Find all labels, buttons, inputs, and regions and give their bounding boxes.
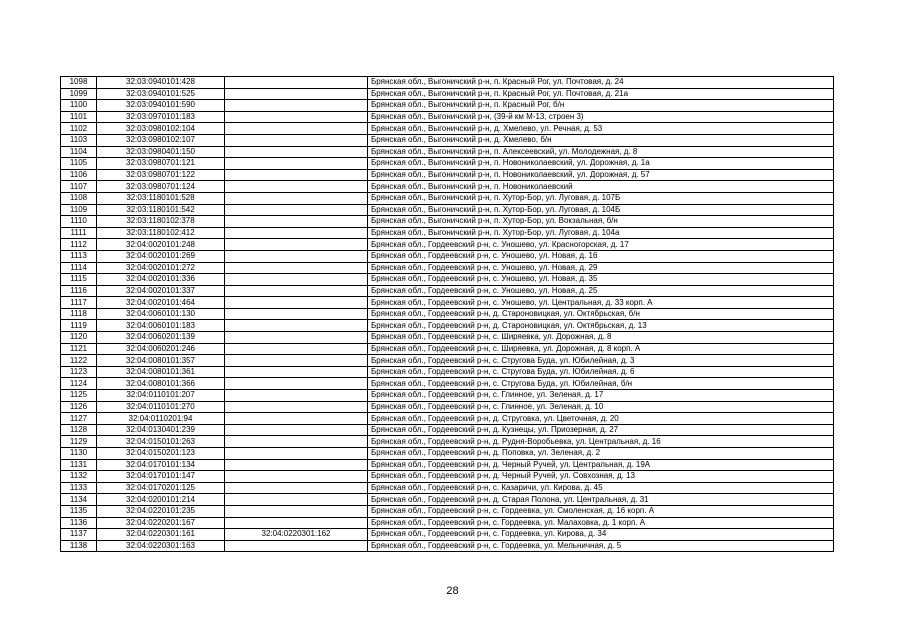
cadastral-number-cell: 32:03:0980701:121 bbox=[97, 158, 225, 170]
row-number-cell: 1106 bbox=[61, 169, 97, 181]
row-number-cell: 1099 bbox=[61, 88, 97, 100]
related-cadastral-number-cell bbox=[225, 366, 368, 378]
address-cell: Брянская обл., Гордеевский р-н, с. Уношево, ул. Новая, д. 29 bbox=[368, 262, 834, 274]
cadastral-number-cell: 32:04:0220201:167 bbox=[97, 517, 225, 529]
table-row bbox=[61, 320, 834, 332]
related-cadastral-number-cell bbox=[225, 216, 368, 228]
cadastral-number-cell: 32:04:0170201:125 bbox=[97, 482, 225, 494]
cadastral-number-cell: 32:04:0170101:147 bbox=[97, 471, 225, 483]
related-cadastral-number-cell bbox=[225, 262, 368, 274]
table-row bbox=[61, 262, 834, 274]
cadastral-number-cell: 32:04:0110101:270 bbox=[97, 401, 225, 413]
cadastral-number-cell: 32:03:0980701:122 bbox=[97, 169, 225, 181]
address-cell: Брянская обл., Гордеевский р-н, с. Ширяевка, ул. Дорожная, д. 8 корп. А bbox=[368, 343, 834, 355]
table-row bbox=[61, 517, 834, 529]
row-number-cell: 1104 bbox=[61, 146, 97, 158]
related-cadastral-number-cell bbox=[225, 158, 368, 170]
cadastral-number-cell: 32:04:0020101:464 bbox=[97, 297, 225, 309]
row-number-cell: 1108 bbox=[61, 192, 97, 204]
related-cadastral-number-cell bbox=[225, 436, 368, 448]
address-cell: Брянская обл., Выгоничский р-н, п. Новониколаевский, ул. Дорожная, д. 57 bbox=[368, 169, 834, 181]
address-cell: Брянская обл., Гордеевский р-н, с. Гордеевка, ул. Мельничная, д. 5 bbox=[368, 540, 834, 552]
related-cadastral-number-cell bbox=[225, 517, 368, 529]
related-cadastral-number-cell bbox=[225, 123, 368, 135]
row-number-cell: 1120 bbox=[61, 332, 97, 344]
related-cadastral-number-cell bbox=[225, 134, 368, 146]
related-cadastral-number-cell bbox=[225, 227, 368, 239]
related-cadastral-number-cell bbox=[225, 77, 368, 89]
row-number-cell: 1124 bbox=[61, 378, 97, 390]
cadastral-number-cell: 32:03:0970101:183 bbox=[97, 111, 225, 123]
address-cell: Брянская обл., Выгоничский р-н, п. Новониколаевский, ул. Дорожная, д. 1а bbox=[368, 158, 834, 170]
table-row bbox=[61, 204, 834, 216]
address-cell: Брянская обл., Гордеевский р-н, д. Старая Полона, ул. Центральная, д. 31 bbox=[368, 494, 834, 506]
related-cadastral-number-cell bbox=[225, 88, 368, 100]
row-number-cell: 1122 bbox=[61, 355, 97, 367]
address-cell: Брянская обл., Гордеевский р-н, с. Гордеевка, ул. Малаховка, д. 1 корп. А bbox=[368, 517, 834, 529]
address-cell: Брянская обл., Выгоничский р-н, п. Хутор-Бор, ул. Луговая, д. 104а bbox=[368, 227, 834, 239]
row-number-cell: 1113 bbox=[61, 250, 97, 262]
related-cadastral-number-cell bbox=[225, 169, 368, 181]
table-row bbox=[61, 459, 834, 471]
cadastral-number-cell: 32:03:1180101:542 bbox=[97, 204, 225, 216]
table-row bbox=[61, 332, 834, 344]
table-row bbox=[61, 529, 834, 541]
table-row bbox=[61, 540, 834, 552]
related-cadastral-number-cell bbox=[225, 390, 368, 402]
cadastral-number-cell: 32:04:0130401:239 bbox=[97, 424, 225, 436]
row-number-cell: 1115 bbox=[61, 274, 97, 286]
cadastral-number-cell: 32:03:0940101:525 bbox=[97, 88, 225, 100]
property-registry-table bbox=[60, 76, 834, 552]
address-cell: Брянская обл., Гордеевский р-н, д. Черный Ручей, ул. Совхозная, д. 13 bbox=[368, 471, 834, 483]
cadastral-number-cell: 32:03:0980401:150 bbox=[97, 146, 225, 158]
cadastral-number-cell: 32:04:0200101:214 bbox=[97, 494, 225, 506]
address-cell: Брянская обл., Гордеевский р-н, д. Струговка, ул. Цветочная, д. 20 bbox=[368, 413, 834, 425]
table-row bbox=[61, 494, 834, 506]
row-number-cell: 1121 bbox=[61, 343, 97, 355]
table-row bbox=[61, 308, 834, 320]
cadastral-number-cell: 32:04:0150101:263 bbox=[97, 436, 225, 448]
address-cell: Брянская обл., Выгоничский р-н, п. Хутор-Бор, ул. Вокзальная, б/н bbox=[368, 216, 834, 228]
related-cadastral-number-cell bbox=[225, 413, 368, 425]
cadastral-number-cell: 32:04:0060101:130 bbox=[97, 308, 225, 320]
table-row bbox=[61, 424, 834, 436]
cadastral-number-cell: 32:04:0020101:337 bbox=[97, 285, 225, 297]
address-cell: Брянская обл., Выгоничский р-н, п. Хутор-Бор, ул. Луговая, д. 107Б bbox=[368, 192, 834, 204]
row-number-cell: 1110 bbox=[61, 216, 97, 228]
cadastral-number-cell: 32:03:0940101:428 bbox=[97, 77, 225, 89]
table-row bbox=[61, 297, 834, 309]
address-cell: Брянская обл., Гордеевский р-н, с. Глинное, ул. Зеленая, д. 10 bbox=[368, 401, 834, 413]
row-number-cell: 1138 bbox=[61, 540, 97, 552]
table-row bbox=[61, 413, 834, 425]
row-number-cell: 1116 bbox=[61, 285, 97, 297]
table-row bbox=[61, 227, 834, 239]
address-cell: Брянская обл., Гордеевский р-н, с. Стругова Буда, ул. Юбилейная, б/н bbox=[368, 378, 834, 390]
related-cadastral-number-cell bbox=[225, 100, 368, 112]
cadastral-number-cell: 32:04:0110101:207 bbox=[97, 390, 225, 402]
table-row bbox=[61, 378, 834, 390]
address-cell: Брянская обл., Выгоничский р-н, д. Хмелево, б/н bbox=[368, 134, 834, 146]
address-cell: Брянская обл., Выгоничский р-н, п. Красный Рог, б/н bbox=[368, 100, 834, 112]
row-number-cell: 1128 bbox=[61, 424, 97, 436]
row-number-cell: 1119 bbox=[61, 320, 97, 332]
row-number-cell: 1137 bbox=[61, 529, 97, 541]
row-number-cell: 1105 bbox=[61, 158, 97, 170]
address-cell: Брянская обл., Гордеевский р-н, д. Кузнецы, ул. Приозерная, д. 27 bbox=[368, 424, 834, 436]
row-number-cell: 1135 bbox=[61, 505, 97, 517]
cadastral-number-cell: 32:04:0170101:134 bbox=[97, 459, 225, 471]
related-cadastral-number-cell bbox=[225, 343, 368, 355]
address-cell: Брянская обл., Гордеевский р-н, с. Уношево, ул. Новая, д. 35 bbox=[368, 274, 834, 286]
cadastral-number-cell: 32:03:1180101:528 bbox=[97, 192, 225, 204]
table-row bbox=[61, 88, 834, 100]
table-row bbox=[61, 123, 834, 135]
related-cadastral-number-cell bbox=[225, 146, 368, 158]
address-cell: Брянская обл., Гордеевский р-н, с. Уношево, ул. Красногорская, д. 17 bbox=[368, 239, 834, 251]
cadastral-number-cell: 32:04:0080101:366 bbox=[97, 378, 225, 390]
related-cadastral-number-cell bbox=[225, 285, 368, 297]
related-cadastral-number-cell bbox=[225, 239, 368, 251]
related-cadastral-number-cell bbox=[225, 378, 368, 390]
cadastral-number-cell: 32:04:0110201:94 bbox=[97, 413, 225, 425]
cadastral-number-cell: 32:03:0940101:590 bbox=[97, 100, 225, 112]
table-row bbox=[61, 355, 834, 367]
related-cadastral-number-cell bbox=[225, 471, 368, 483]
related-cadastral-number-cell: 32:04:0220301:162 bbox=[225, 529, 368, 541]
cadastral-number-cell: 32:04:0020101:269 bbox=[97, 250, 225, 262]
address-cell: Брянская обл., Гордеевский р-н, д. Староновицкая, ул. Октябрьская, б/н bbox=[368, 308, 834, 320]
table-row bbox=[61, 436, 834, 448]
address-cell: Брянская обл., Гордеевский р-н, с. Ширяевка, ул. Дорожная, д. 8 bbox=[368, 332, 834, 344]
related-cadastral-number-cell bbox=[225, 297, 368, 309]
address-cell: Брянская обл., Гордеевский р-н, с. Гордеевка, ул. Кирова, д. 34 bbox=[368, 529, 834, 541]
table-row bbox=[61, 134, 834, 146]
address-cell: Брянская обл., Гордеевский р-н, с. Стругова Буда, ул. Юбилейная, д. 6 bbox=[368, 366, 834, 378]
related-cadastral-number-cell bbox=[225, 204, 368, 216]
related-cadastral-number-cell bbox=[225, 459, 368, 471]
cadastral-number-cell: 32:04:0220301:161 bbox=[97, 529, 225, 541]
cadastral-number-cell: 32:03:0980102:104 bbox=[97, 123, 225, 135]
table-row bbox=[61, 448, 834, 460]
table-row bbox=[61, 401, 834, 413]
row-number-cell: 1125 bbox=[61, 390, 97, 402]
page-number: 28 bbox=[446, 585, 459, 597]
related-cadastral-number-cell bbox=[225, 111, 368, 123]
address-cell: Брянская обл., Выгоничский р-н, п. Алексеевский, ул. Молодежная, д. 8 bbox=[368, 146, 834, 158]
related-cadastral-number-cell bbox=[225, 505, 368, 517]
row-number-cell: 1126 bbox=[61, 401, 97, 413]
row-number-cell: 1123 bbox=[61, 366, 97, 378]
table-row bbox=[61, 111, 834, 123]
address-cell: Брянская обл., Гордеевский р-н, с. Уношево, ул. Новая, д. 16 bbox=[368, 250, 834, 262]
row-number-cell: 1133 bbox=[61, 482, 97, 494]
related-cadastral-number-cell bbox=[225, 355, 368, 367]
related-cadastral-number-cell bbox=[225, 250, 368, 262]
address-cell: Брянская обл., Гордеевский р-н, д. Рудня-Воробьевка, ул. Центральная, д. 16 bbox=[368, 436, 834, 448]
row-number-cell: 1100 bbox=[61, 100, 97, 112]
row-number-cell: 1118 bbox=[61, 308, 97, 320]
cadastral-number-cell: 32:04:0020101:336 bbox=[97, 274, 225, 286]
related-cadastral-number-cell bbox=[225, 482, 368, 494]
row-number-cell: 1129 bbox=[61, 436, 97, 448]
row-number-cell: 1111 bbox=[61, 227, 97, 239]
related-cadastral-number-cell bbox=[225, 192, 368, 204]
address-cell: Брянская обл., Гордеевский р-н, д. Староновицкая, ул. Октябрьская, д. 13 bbox=[368, 320, 834, 332]
cadastral-number-cell: 32:04:0150201:123 bbox=[97, 448, 225, 460]
table-row bbox=[61, 192, 834, 204]
cadastral-number-cell: 32:03:0980701:124 bbox=[97, 181, 225, 193]
address-cell: Брянская обл., Гордеевский р-н, с. Гордеевка, ул. Смоленская, д. 16 корп. А bbox=[368, 505, 834, 517]
table-row bbox=[61, 471, 834, 483]
address-cell: Брянская обл., Выгоничский р-н, п. Красный Рог, ул. Почтовая, д. 21а bbox=[368, 88, 834, 100]
table-row bbox=[61, 158, 834, 170]
row-number-cell: 1134 bbox=[61, 494, 97, 506]
row-number-cell: 1109 bbox=[61, 204, 97, 216]
table-row bbox=[61, 146, 834, 158]
row-number-cell: 1112 bbox=[61, 239, 97, 251]
address-cell: Брянская обл., Гордеевский р-н, с. Стругова Буда, ул. Юбилейная, д. 3 bbox=[368, 355, 834, 367]
cadastral-number-cell: 32:03:0980102:107 bbox=[97, 134, 225, 146]
related-cadastral-number-cell bbox=[225, 401, 368, 413]
cadastral-number-cell: 32:04:0020101:248 bbox=[97, 239, 225, 251]
address-cell: Брянская обл., Гордеевский р-н, с. Глинное, ул. Зеленая, д. 17 bbox=[368, 390, 834, 402]
table-row bbox=[61, 390, 834, 402]
row-number-cell: 1103 bbox=[61, 134, 97, 146]
row-number-cell: 1114 bbox=[61, 262, 97, 274]
table-row bbox=[61, 505, 834, 517]
row-number-cell: 1101 bbox=[61, 111, 97, 123]
address-cell: Брянская обл., Гордеевский р-н, с. Уношево, ул. Новая, д. 25 bbox=[368, 285, 834, 297]
cadastral-number-cell: 32:04:0060201:139 bbox=[97, 332, 225, 344]
related-cadastral-number-cell bbox=[225, 320, 368, 332]
cadastral-number-cell: 32:04:0080101:357 bbox=[97, 355, 225, 367]
row-number-cell: 1098 bbox=[61, 77, 97, 89]
cadastral-number-cell: 32:04:0020101:272 bbox=[97, 262, 225, 274]
table-row bbox=[61, 77, 834, 89]
address-cell: Брянская обл., Гордеевский р-н, с. Уношево, ул. Центральная, д. 33 корп. А bbox=[368, 297, 834, 309]
address-cell: Брянская обл., Гордеевский р-н, д. Поповка, ул. Зеленая, д. 2 bbox=[368, 448, 834, 460]
table-row bbox=[61, 274, 834, 286]
related-cadastral-number-cell bbox=[225, 274, 368, 286]
table-row bbox=[61, 482, 834, 494]
address-cell: Брянская обл., Выгоничский р-н, п. Красный Рог, ул. Почтовая, д. 24 bbox=[368, 77, 834, 89]
row-number-cell: 1117 bbox=[61, 297, 97, 309]
cadastral-number-cell: 32:04:0220301:163 bbox=[97, 540, 225, 552]
cadastral-number-cell: 32:04:0220101:235 bbox=[97, 505, 225, 517]
cadastral-number-cell: 32:04:0080101:361 bbox=[97, 366, 225, 378]
address-cell: Брянская обл., Выгоничский р-н, (39-й км М-13, строен 3) bbox=[368, 111, 834, 123]
cadastral-number-cell: 32:04:0060201:246 bbox=[97, 343, 225, 355]
table-row bbox=[61, 343, 834, 355]
cadastral-number-cell: 32:04:0060101:183 bbox=[97, 320, 225, 332]
cadastral-number-cell: 32:03:1180102:412 bbox=[97, 227, 225, 239]
row-number-cell: 1102 bbox=[61, 123, 97, 135]
table-row bbox=[61, 169, 834, 181]
related-cadastral-number-cell bbox=[225, 424, 368, 436]
address-cell: Брянская обл., Выгоничский р-н, д. Хмелево, ул. Речная, д. 53 bbox=[368, 123, 834, 135]
address-cell: Брянская обл., Гордеевский р-н, д. Черный Ручей, ул. Центральная, д. 19А bbox=[368, 459, 834, 471]
row-number-cell: 1136 bbox=[61, 517, 97, 529]
related-cadastral-number-cell bbox=[225, 448, 368, 460]
row-number-cell: 1132 bbox=[61, 471, 97, 483]
table-row bbox=[61, 181, 834, 193]
cadastral-number-cell: 32:03:1180102:378 bbox=[97, 216, 225, 228]
row-number-cell: 1130 bbox=[61, 448, 97, 460]
table-row bbox=[61, 239, 834, 251]
row-number-cell: 1127 bbox=[61, 413, 97, 425]
table-row bbox=[61, 285, 834, 297]
related-cadastral-number-cell bbox=[225, 181, 368, 193]
table-row bbox=[61, 250, 834, 262]
address-cell: Брянская обл., Выгоничский р-н, п. Новониколаевский bbox=[368, 181, 834, 193]
address-cell: Брянская обл., Выгоничский р-н, п. Хутор-Бор, ул. Луговая, д. 104Б bbox=[368, 204, 834, 216]
related-cadastral-number-cell bbox=[225, 308, 368, 320]
registry-table-body bbox=[61, 77, 834, 552]
row-number-cell: 1107 bbox=[61, 181, 97, 193]
related-cadastral-number-cell bbox=[225, 332, 368, 344]
row-number-cell: 1131 bbox=[61, 459, 97, 471]
address-cell: Брянская обл., Гордеевский р-н, с. Казаричи, ул. Кирова, д. 45 bbox=[368, 482, 834, 494]
table-row bbox=[61, 100, 834, 112]
table-row bbox=[61, 366, 834, 378]
table-row bbox=[61, 216, 834, 228]
related-cadastral-number-cell bbox=[225, 540, 368, 552]
related-cadastral-number-cell bbox=[225, 494, 368, 506]
